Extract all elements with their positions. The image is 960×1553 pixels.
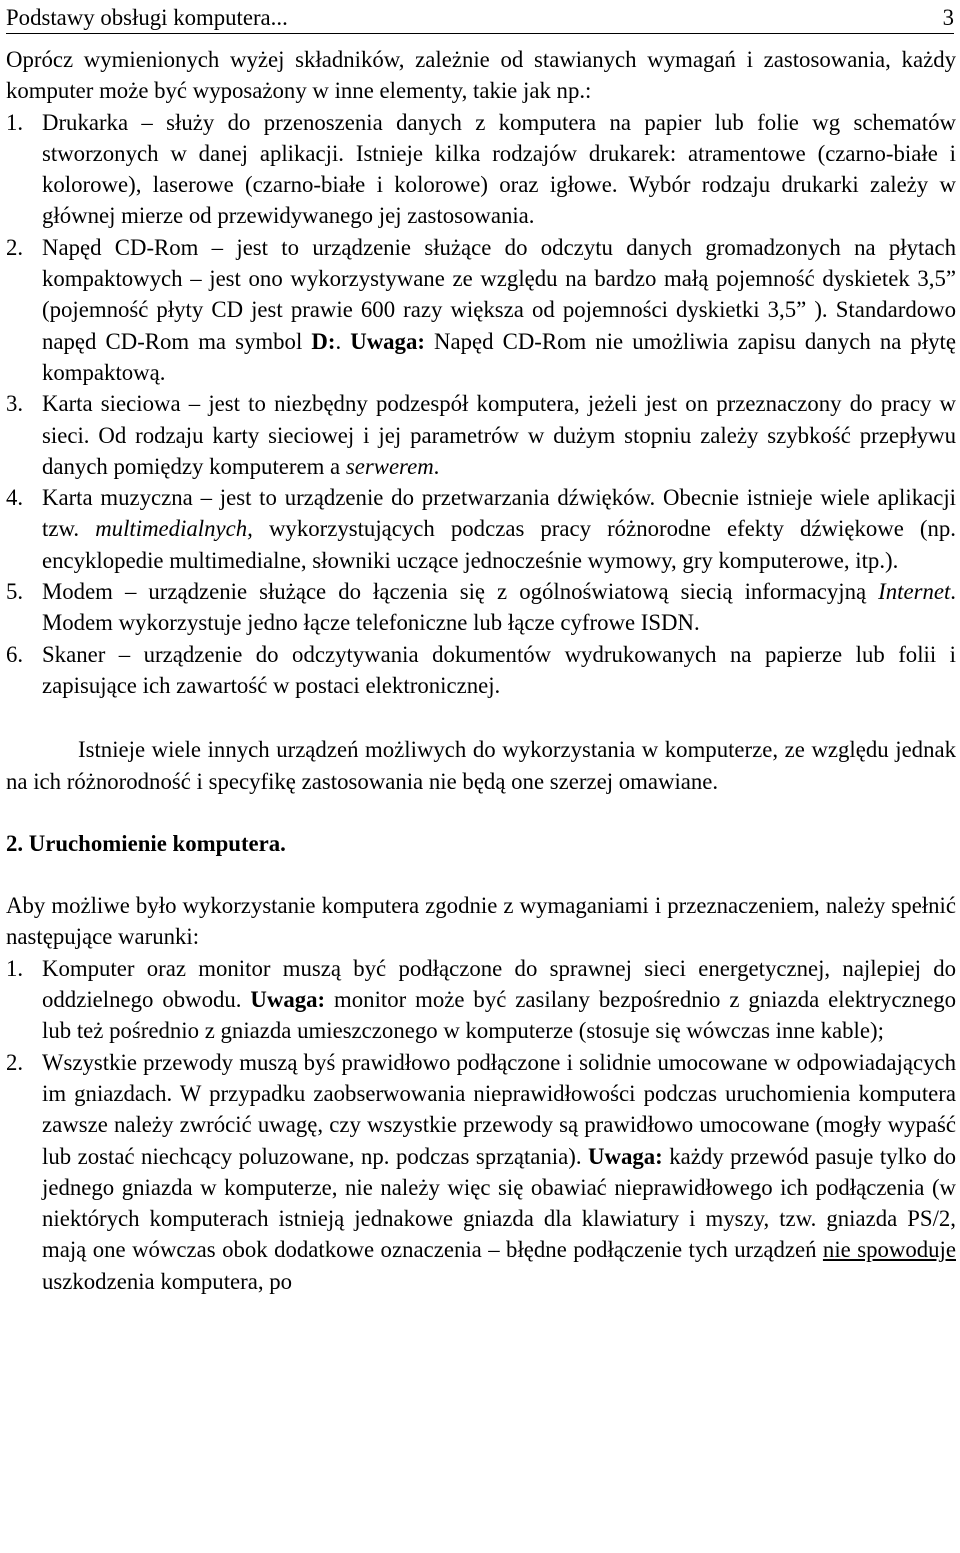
- section-title: 2. Uruchomienie komputera.: [6, 830, 286, 856]
- italic-term: multimedialnych,: [95, 516, 253, 542]
- list-item: [6, 482, 956, 576]
- list-item-text: Drukarka – służy do przenoszenia danych z komputera na papier lub folie wg schematów stworzonych w danej aplikacji. Istnieje kilka rodzajów drukarek: atramentowe (czarno-białe i kolorowe), laserowe (czarno-białe i kolorowe) oraz igłowe. Wybór rodzaju drukarki zależy w głównej mierze od przewidywanego jej zastosowania.: [42, 109, 956, 229]
- list-item-text: .: [433, 453, 440, 479]
- list-item-text: Skaner – urządzenie do odczytywania dokumentów wydrukowanych na papierze lub folii i zapisujące ich zawartość w postaci elektronicznej.: [42, 641, 956, 698]
- list-item-text: Karta muzyczna – jest to urządzenie do przetwarzania dźwięków. Obecnie istnieje wiele aplikacji tzw.: [42, 485, 956, 542]
- header-title: Podstawy obsługi komputera...: [6, 5, 288, 30]
- italic-term: serwerem: [345, 453, 434, 479]
- intro-paragraph: Oprócz wymienionych wyżej składników, zależnie od stawianych wymagań i zastosowania, każdy komputer może być wyposażony w inne elementy, takie jak np.:: [6, 47, 956, 104]
- page-number: 3: [942, 5, 954, 30]
- list-item-text: Wszystkie przewody muszą byś prawidłowo podłączone i solidnie umocowane w odpowiadających im gniazdach. W przypadku zaobserwowania nieprawidłowości podczas uruchomienia komputera zawsze należy zwrócić uwagę, czy wszystkie przewody są prawidłowo umocowane (mogły wypaść lub zostać niechcący poluzowane, np. podczas sprzątania).: [42, 1049, 956, 1169]
- list-item-number: 1.: [6, 109, 24, 135]
- components-list: [6, 107, 956, 702]
- list-item-number: 6.: [6, 641, 24, 667]
- list-item: [6, 639, 956, 702]
- underlined-phrase: nie spowoduje: [822, 1237, 956, 1263]
- list-item-text: Napęd CD-Rom – jest to urządzenie służące do odczytu danych gromadzonych na płytach kompaktowych – jest ono wykorzystywane ze względu na bardzo małą pojemność dyskietek 3,5” (pojemność płyty CD jest prawie 600 razy większa od pojemności dyskietki 3,5” ). Standardowo napęd CD-Rom ma symbol: [42, 234, 956, 354]
- list-item-text: uszkodzenia komputera, po: [42, 1268, 293, 1294]
- list-item: [6, 232, 956, 388]
- list-item: [6, 388, 956, 482]
- note-text: Napęd CD-Rom nie umożliwia zapisu danych na płytę kompaktową.: [42, 328, 957, 385]
- section-intro: Aby możliwe było wykorzystanie komputera zgodnie z wymaganiami i przeznaczeniem, należy spełnić następujące warunki:: [6, 893, 956, 950]
- note-label: Uwaga:: [350, 328, 425, 354]
- list-item-number: 3.: [6, 391, 24, 417]
- italic-term: Internet: [878, 579, 951, 605]
- list-item-number: 1.: [6, 955, 24, 981]
- note-label: Uwaga:: [250, 987, 326, 1013]
- requirements-list: [6, 953, 956, 1297]
- note-label: Uwaga:: [588, 1143, 663, 1169]
- closing-paragraph: Istnieje wiele innych urządzeń możliwych do wykorzystania w komputerze, ze względu jednak na ich różnorodność i specyfikę zastosowania nie będą one szerzej omawiane.: [6, 737, 956, 794]
- list-item-text: wykorzystujących podczas pracy różnorodne efekty dźwiękowe (np. encyklopedie multimedialne, słowniki uczące jednocześnie wymowy, gry komputerowe, itp.).: [42, 516, 956, 573]
- list-item-text: . Modem wykorzystuje jedno łącze telefoniczne lub łącze cyfrowe ISDN.: [42, 579, 956, 636]
- list-item-number: 2.: [6, 234, 24, 260]
- list-item-text: Komputer oraz monitor muszą być podłączone do sprawnej sieci energetycznej, najlepiej do oddzielnego obwodu.: [42, 955, 956, 1013]
- list-item: [6, 953, 956, 1047]
- list-item-number: 2.: [6, 1049, 24, 1075]
- note-text: każdy przewód pasuje tylko do jednego gniazda w komputerze, nie należy więc się obawiać nieprawidłowego ich podłączenia (w niektórych komputerach istnieją jednakowe gniazda dla klawiatury i myszy, tzw. gniazda PS/2, mają one wówczas obok dodatkowe oznaczenia – błędne podłączenie tych urządzeń: [42, 1143, 956, 1263]
- list-item-number: 4.: [6, 485, 24, 511]
- page-header: [6, 0, 954, 34]
- list-item: [6, 576, 956, 639]
- list-item-text: Modem – urządzenie służące do łączenia się z ogólnoświatową siecią informacyjną: [42, 579, 879, 605]
- list-item-number: 5.: [6, 579, 24, 605]
- list-item: [6, 1047, 956, 1297]
- list-item-text: .: [335, 328, 342, 354]
- list-item-text: Karta sieciowa – jest to niezbędny podzespół komputera, jeżeli jest on przeznaczony do pracy w sieci. Od rodzaju karty sieciowej i jej parametrów w dużym stopniu zależy szybkość przepływu danych pomiędzy komputerem a: [42, 391, 956, 479]
- drive-symbol: D:: [311, 328, 336, 354]
- document-page: [6, 0, 956, 1297]
- note-text: monitor może być zasilany bezpośrednio z gniazda elektrycznego lub też pośrednio z gniazda umieszczonego w komputerze (stosuje się wówczas inne kable);: [42, 987, 956, 1044]
- list-item: [6, 107, 956, 232]
